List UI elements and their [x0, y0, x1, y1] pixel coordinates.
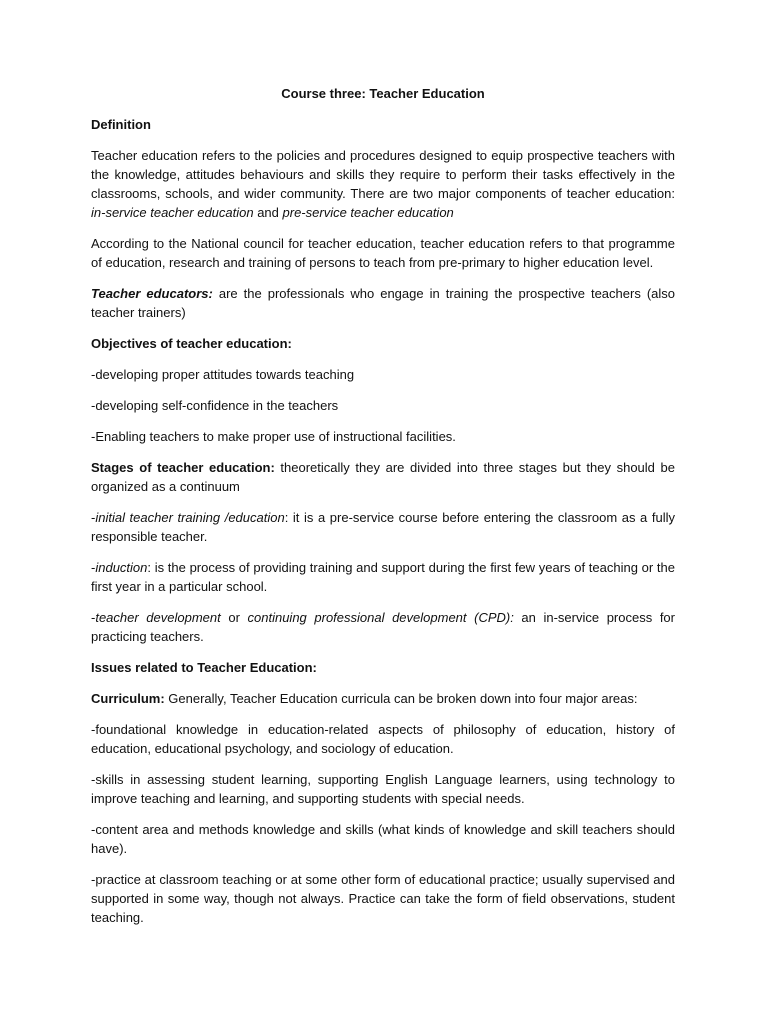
stages-paragraph: [91, 458, 675, 496]
stage-item-development: [91, 608, 675, 646]
stage-term: initial teacher training /education: [95, 510, 285, 525]
stages-text: theoretically they are divided into three stages but they should be organized as a continuum: [91, 460, 675, 494]
definition-heading: Definition: [91, 117, 151, 132]
stage-item-induction: [91, 558, 675, 596]
definition-paragraph: [91, 146, 675, 222]
stage-dash: -: [91, 560, 96, 575]
definition-text: Teacher education refers to the policies and procedures designed to equip prospective teachers with the knowledge, attitudes behaviours and skills they require to perform their tasks effectively in the classrooms, schools, and wider community. There are two major components of teacher education:: [91, 148, 675, 201]
teacher-educators-term: Teacher educators:: [91, 286, 213, 301]
pre-service-term: pre-service teacher education: [282, 205, 454, 220]
curriculum-paragraph: [91, 689, 675, 708]
objective-item: -developing proper attitudes towards teaching: [91, 367, 355, 382]
stage-item-initial: [91, 508, 675, 546]
stage-text: an in-service process for practicing teachers.: [91, 610, 675, 644]
stage-conjunction: or: [220, 610, 248, 625]
ncte-paragraph: According to the National council for teacher education, teacher education refers to that programme of education, research and training of persons to teach from pre-primary to higher education level.: [91, 236, 675, 270]
stage-text: : is the process of providing training and support during the first few years of teaching or the first year in a particular school.: [91, 560, 675, 594]
curriculum-area-item: -foundational knowledge in education-related aspects of philosophy of education, history of education, educational psychology, and sociology of education.: [91, 722, 675, 756]
stages-term: Stages of teacher education:: [91, 460, 275, 475]
issues-heading: Issues related to Teacher Education:: [91, 660, 317, 675]
stage-dash: -: [91, 510, 96, 525]
stage-text: : it is a pre-service course before entering the classroom as a fully responsible teacher.: [91, 510, 675, 544]
objective-item: -developing self-confidence in the teachers: [91, 398, 339, 413]
curriculum-area-item: -content area and methods knowledge and skills (what kinds of knowledge and skill teachers should have).: [91, 822, 675, 856]
curriculum-area-item: -skills in assessing student learning, supporting English Language learners, using technology to improve teaching and learning, and supporting students with special needs.: [91, 772, 675, 806]
objectives-heading: Objectives of teacher education:: [91, 336, 292, 351]
curriculum-area-item: -practice at classroom teaching or at some other form of educational practice; usually supervised and supported in some way, though not always. Practice can take the form of field observations, student teaching.: [91, 872, 675, 925]
document-title: Course three: Teacher Education: [281, 86, 485, 101]
stage-term-cpd: continuing professional development (CPD):: [247, 610, 514, 625]
curriculum-term: Curriculum:: [91, 691, 165, 706]
curriculum-text: Generally, Teacher Education curricula can be broken down into four major areas:: [164, 691, 638, 706]
stage-term: induction: [95, 560, 148, 575]
document-page: [91, 84, 675, 939]
teacher-educators-paragraph: [91, 284, 675, 322]
teacher-educators-text: are the professionals who engage in training the prospective teachers (also teacher trainers): [91, 286, 676, 320]
definition-conjunction: and: [253, 205, 283, 220]
stage-term: teacher development: [95, 610, 221, 625]
in-service-term: in-service teacher education: [91, 205, 254, 220]
objective-item: -Enabling teachers to make proper use of instructional facilities.: [91, 429, 456, 444]
stage-dash: -: [91, 610, 96, 625]
